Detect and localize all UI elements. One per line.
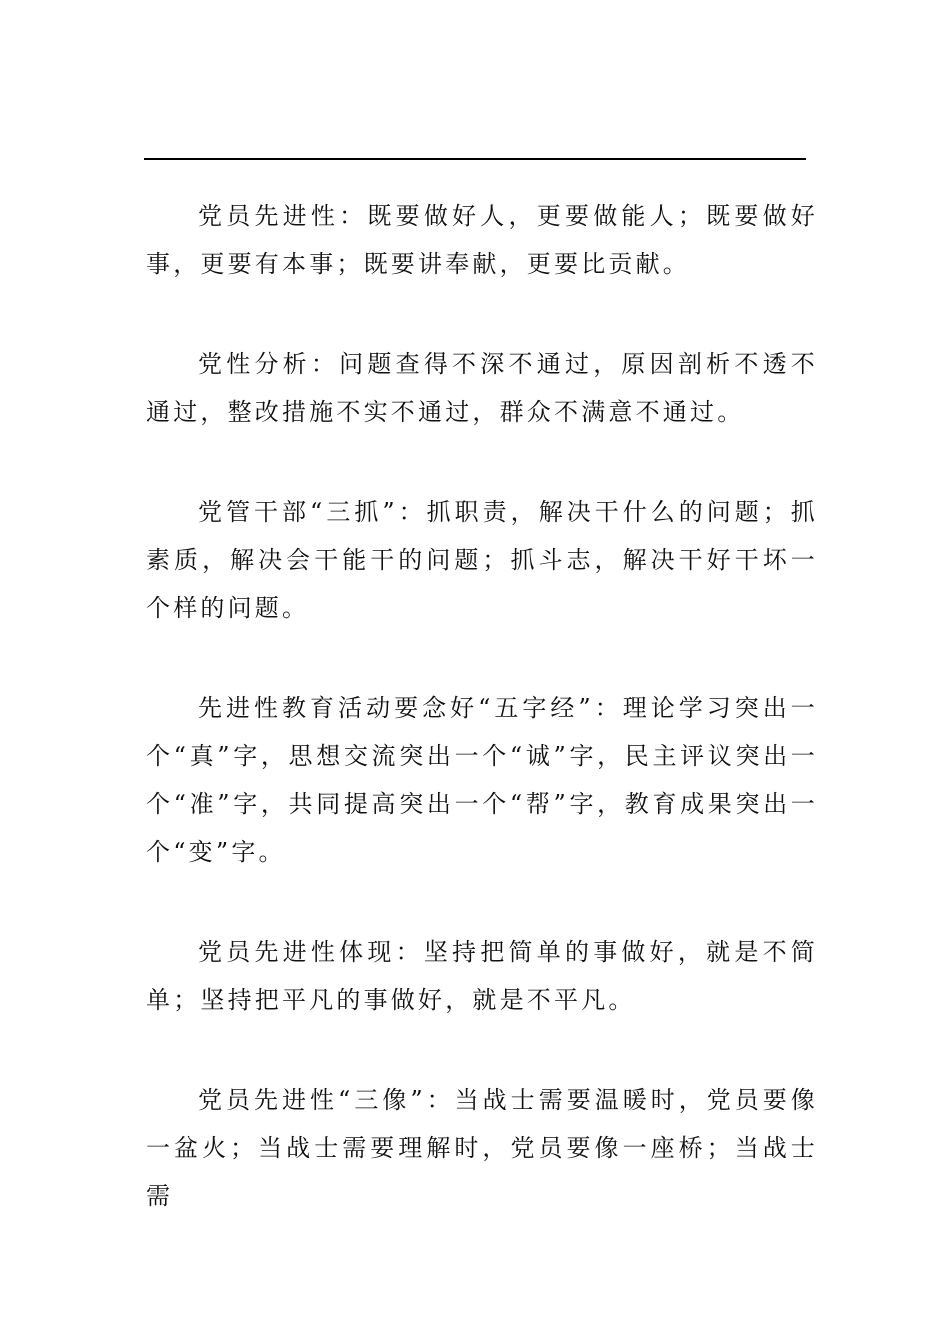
paragraph-three-likes: 党员先进性“三像”：当战士需要温暖时，党员要像一盆火；当战士需要理解时，党员要像一座桥；当战士需 xyxy=(146,1086,818,1210)
paragraph-five-characters: 先进性教育活动要念好“五字经”：理论学习突出一个“真”字，思想交流突出一个“诚”字，民主评议突出一个“准”字，共同提高突出一个“帮”字，教育成果突出一个“变”字。 xyxy=(146,694,818,866)
header-rule xyxy=(144,158,806,160)
paragraph-three-grasps: 党管干部“三抓”：抓职责，解决干什么的问题；抓素质，解决会干能干的问题；抓斗志，解决干好干坏一个样的问题。 xyxy=(146,498,818,622)
document-body xyxy=(146,192,818,1272)
paragraph-advancement: 党员先进性：既要做好人，更要做能人；既要做好事，更要有本事；既要讲奉献，更要比贡献。 xyxy=(146,202,818,278)
paragraph-embodiment: 党员先进性体现：坚持把简单的事做好，就是不简单；坚持把平凡的事做好，就是不平凡。 xyxy=(146,938,818,1014)
paragraph-party-analysis: 党性分析：问题查得不深不通过，原因剖析不透不通过，整改措施不实不通过，群众不满意不通过。 xyxy=(146,350,818,426)
